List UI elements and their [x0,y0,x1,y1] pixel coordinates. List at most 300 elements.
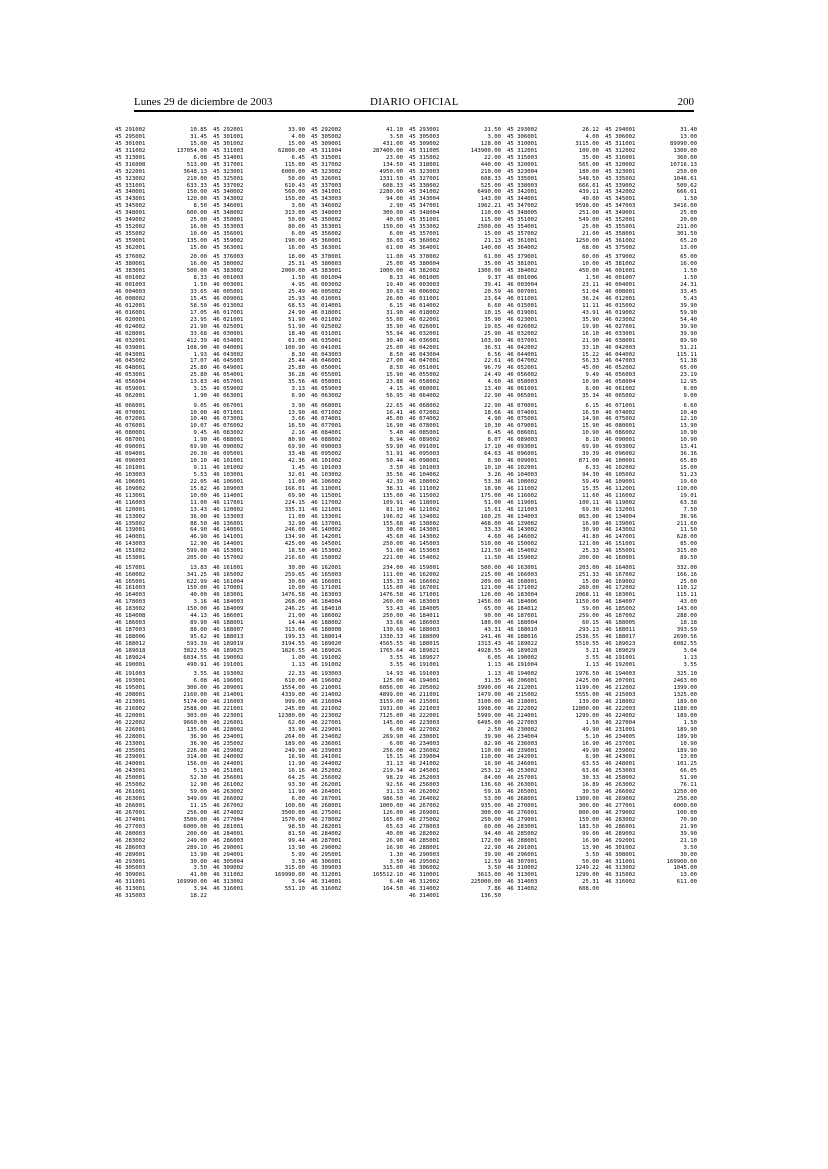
tariff-code: 46 239002 [605,747,636,754]
table-cell [213,768,307,775]
tariff-code: 46 206001 [507,678,538,685]
tariff-code: 46 230002 [507,726,538,733]
table-cell [115,872,209,879]
table-cell [115,310,209,317]
tariff-code: 46 096003 [115,458,146,465]
table-cell [311,358,405,365]
price-value: 39.90 [680,830,697,837]
tariff-code: 46 143002 [409,534,440,541]
tariff-code: 46 108002 [507,478,538,485]
tariff-code: 46 047003 [605,358,636,365]
table-cell [605,345,699,352]
tariff-code: 46 183004 [507,592,538,599]
tariff-code: 45 323002 [115,175,146,182]
tariff-code: 46 267002 [213,803,244,809]
price-value: 12380.00 [278,712,305,719]
table-cell [311,379,405,386]
table-cell [115,699,209,706]
table-cell [507,803,601,810]
table-cell [507,176,601,183]
price-value: 22.00 [484,154,501,161]
tariff-code: 46 221003 [409,705,440,712]
table-cell [311,699,405,706]
tariff-code: 46 267002 [409,803,440,809]
price-value: 24.90 [288,309,305,316]
price-value: 25.90 [484,330,501,337]
table-cell [605,810,699,817]
tariff-code: 46 295002 [409,858,440,865]
table-cell [507,238,601,245]
table-cell [115,886,209,893]
table-cell [605,176,699,183]
tariff-code: 46 109002 [115,485,146,492]
tariff-code: 46 118001 [409,499,440,506]
table-cell [605,775,699,782]
price-value: 135.33 [382,578,403,585]
price-value: 35.90 [582,316,599,323]
price-value: 110.00 [480,754,501,761]
table-cell [115,134,209,141]
table-cell [605,678,699,685]
price-value: 1998.00 [477,705,501,712]
tariff-code: 46 234001 [213,733,244,740]
tariff-code: 46 211001 [409,692,440,698]
table-cell [213,789,307,796]
tariff-code: 45 327001 [409,175,440,182]
tariff-code: 46 166002 [409,578,440,585]
table-cell [507,810,601,817]
table-cell [115,217,209,224]
tariff-code: 46 234002 [311,733,342,740]
table-cell [409,155,503,162]
tariff-code: 46 183002 [115,606,146,613]
table-cell [115,782,209,789]
table-cell [213,541,307,548]
tariff-code: 46 209001 [213,685,244,692]
price-value: 30.00 [680,851,697,858]
table-cell [311,296,405,303]
table-cell [311,768,405,775]
table-cell [311,303,405,310]
table-cell [213,148,307,155]
price-value: 130.69 [382,627,403,634]
price-value: 25.31 [582,879,599,886]
table-cell [311,282,405,289]
table-cell [605,372,699,379]
price-value: 110.00 [480,747,501,754]
price-value: 165512.10 [372,872,403,879]
tariff-code: 46 153001 [115,555,146,562]
tariff-code: 46 186002 [311,613,342,620]
table-cell [115,852,209,859]
tariff-code: 46 210001 [311,685,342,692]
table-cell [507,338,601,345]
table-cell [213,437,307,444]
tariff-code: 46 188008 [311,627,342,634]
tariff-code: 46 080001 [115,430,146,437]
tariff-code: 46 056004 [115,379,146,386]
table-row [115,238,707,245]
tariff-code: 46 188001 [213,620,244,627]
tariff-code: 45 358001 [605,231,636,238]
table-cell [507,555,601,562]
table-cell [409,627,503,634]
table-cell [311,754,405,761]
tariff-code: 46 207001 [605,678,636,685]
table-cell [311,641,405,648]
price-value: 69.30 [582,506,599,513]
tariff-code: 45 378002 [409,254,440,261]
tariff-code: 46 051001 [409,365,440,372]
table-cell [605,358,699,365]
tariff-code: 46 086001 [507,430,538,437]
table-cell [507,527,601,534]
table-cell [507,796,601,803]
tariff-code: 46 283002 [605,816,636,823]
tariff-code: 46 166003 [507,571,538,578]
tariff-code: 45 317002 [311,161,342,168]
tariff-code: 46 183003 [311,592,342,599]
table-cell [507,592,601,599]
tariff-code: 46 096002 [605,451,636,458]
table-row [115,541,707,548]
tariff-code: 46 268001 [311,803,342,809]
tariff-code: 46 089002 [409,437,440,444]
table-cell [115,859,209,866]
table-cell [213,817,307,824]
price-value: 39.90 [680,330,697,337]
tariff-code: 46 058003 [507,379,538,386]
table-row [115,741,707,748]
table-cell [115,824,209,831]
price-value: 189.00 [676,698,697,705]
tariff-code: 46 258002 [605,775,636,782]
table-cell [213,268,307,275]
price-value: 52.30 [190,775,207,782]
table-cell [213,500,307,507]
price-value: 4928.55 [477,647,501,654]
price-value: 259.00 [578,613,599,620]
price-value: 51.00 [386,548,403,555]
price-value: 70.90 [680,816,697,823]
tariff-code: 46 059003 [311,386,342,393]
table-cell [507,824,601,831]
table-cell [507,486,601,493]
price-value: 100.11 [578,499,599,506]
price-value: 175.00 [480,492,501,499]
price-value: 31.35 [484,678,501,685]
price-value: 30.00 [386,527,403,534]
tariff-code: 46 020001 [115,316,146,323]
table-cell [507,134,601,141]
tariff-code: 46 167002 [605,571,636,578]
table-cell [115,706,209,713]
table-row [115,775,707,782]
tariff-code: 46 043004 [409,351,440,358]
price-value: 9598.00 [575,203,599,210]
price-value: 13.83 [190,379,207,386]
table-cell [213,685,307,692]
table-cell [311,238,405,245]
tariff-code: 45 318001 [409,161,440,168]
table-cell [409,393,503,400]
price-value: 135.00 [186,726,207,733]
tariff-code: 46 188010 [507,627,538,634]
price-value: 50.00 [288,175,305,182]
price-value: 1.50 [683,196,697,203]
tariff-code: 46 231001 [605,726,636,733]
tariff-code: 46 043002 [213,351,244,358]
price-value: 1045.00 [673,865,697,872]
table-cell [213,245,307,252]
tariff-code: 46 194002 [507,671,538,678]
tariff-code: 46 262002 [409,789,440,796]
tariff-code: 46 229001 [311,726,342,733]
price-value: 12.59 [484,858,501,865]
price-value: 2.16 [291,430,305,437]
table-cell [213,479,307,486]
tariff-code: 46 108002 [409,478,440,485]
table-cell [409,379,503,386]
tariff-code: 46 279001 [507,816,538,823]
tariff-code: 46 252003 [409,775,440,782]
tariff-code: 46 278002 [311,816,342,823]
price-value: 6.08 [193,678,207,685]
table-cell [311,183,405,190]
table-cell [115,565,209,572]
tariff-code: 46 073001 [213,416,244,423]
table-row [115,289,707,296]
table-cell [409,275,503,282]
price-value: 32.01 [288,471,305,478]
table-cell [507,275,601,282]
price-value: 33.10 [582,344,599,351]
price-value: 19.40 [386,282,403,289]
table-cell [115,148,209,155]
tariff-code: 46 050001 [311,365,342,372]
price-value: 93.30 [288,782,305,789]
table-cell [115,472,209,479]
table-cell [605,430,699,437]
price-value: 3.13 [291,386,305,393]
table-cell [605,507,699,514]
table-cell [605,493,699,500]
table-cell [409,521,503,528]
tariff-code: 46 306001 [311,858,342,865]
price-value: 6082.55 [673,640,697,647]
tariff-code: 46 008001 [605,289,636,296]
table-cell [115,393,209,400]
table-row [115,430,707,437]
table-cell [507,734,601,741]
price-value: 3822.55 [183,647,207,654]
price-value: 11.00 [288,513,305,520]
price-value: 8.90 [487,458,501,465]
table-cell [311,803,405,810]
tariff-code: 45 337002 [213,182,244,189]
price-value: 13.00 [680,872,697,879]
price-value: 4.60 [487,379,501,386]
table-cell [115,345,209,352]
price-value: 200.00 [186,830,207,837]
tariff-code: 46 314002 [507,886,538,893]
table-cell [115,224,209,231]
table-cell [507,500,601,507]
price-value: 393.59 [676,627,697,634]
table-row [115,514,707,521]
table-cell [605,620,699,627]
price-value: 16.50 [582,409,599,416]
tariff-code: 45 309001 [311,140,342,147]
tariff-code: 46 186003 [115,620,146,627]
table-cell [213,324,307,331]
price-value: 4339.00 [281,692,305,698]
price-value: 18.50 [288,548,305,555]
table-cell [213,527,307,534]
tariff-code: 46 212002 [605,685,636,692]
price-value: 51.38 [680,358,697,365]
tariff-code: 46 019002 [605,309,636,316]
table-cell [115,486,209,493]
table-cell [213,451,307,458]
price-value: 10.00 [288,585,305,592]
price-value: 23.11 [582,282,599,289]
table-cell [605,210,699,217]
table-cell [605,754,699,761]
price-value: 18.90 [484,485,501,492]
tariff-code: 46 026002 [507,323,538,330]
tariff-code: 46 083002 [213,430,244,437]
tariff-code: 45 335001 [507,175,538,182]
price-value: 59.49 [582,478,599,485]
table-row [115,189,707,196]
price-value: 39.41 [484,282,501,289]
tariff-code: 46 228001 [115,733,146,740]
tariff-code: 46 013002 [213,302,244,309]
price-value: 88.00 [190,627,207,634]
tariff-code: 45 362001 [115,244,146,251]
price-value: 51.90 [680,775,697,782]
table-cell [409,196,503,203]
tariff-code: 46 223002 [311,712,342,719]
tariff-code: 46 236001 [311,740,342,747]
table-cell [605,231,699,238]
tariff-code: 46 212001 [507,685,538,692]
table-cell [409,655,503,662]
tariff-code: 46 311001 [115,879,146,886]
price-value: 125.00 [382,678,403,685]
price-value: 94.40 [484,830,501,837]
table-cell [409,852,503,859]
price-value: 6.00 [389,726,403,733]
table-cell [507,838,601,845]
price-value: 300.00 [480,809,501,816]
price-value: 6.90 [291,393,305,400]
table-row [115,338,707,345]
table-cell [507,872,601,879]
price-value: 80.00 [288,224,305,231]
tariff-code: 46 085001 [409,430,440,437]
table-cell [507,141,601,148]
tariff-code: 46 003002 [311,282,342,289]
price-value: 599.00 [186,548,207,555]
price-value: 1.50 [585,719,599,726]
table-cell [409,500,503,507]
table-cell [115,338,209,345]
table-cell [311,210,405,217]
price-value: 51.00 [484,499,501,506]
table-cell [213,486,307,493]
table-cell [605,155,699,162]
tariff-code: 46 068002 [409,402,440,409]
tariff-code: 46 103003 [115,471,146,478]
table-cell [311,572,405,579]
tariff-code: 46 119001 [507,499,538,506]
price-value: 16.16 [288,768,305,775]
tariff-code: 46 227004 [605,719,636,726]
tariff-code: 46 196001 [213,678,244,685]
price-value: 68.00 [582,244,599,251]
price-value: 2588.00 [183,705,207,712]
tariff-code: 46 214002 [311,692,342,698]
price-value: 216.60 [284,555,305,562]
tariff-code: 46 106001 [213,478,244,485]
table-cell [115,458,209,465]
price-value: 9.37 [487,275,501,282]
tariff-code: 46 119002 [605,499,636,506]
tariff-code: 46 266002 [605,789,636,796]
price-value: 183.50 [578,823,599,830]
price-value: 3.00 [487,133,501,140]
tariff-code: 46 060001 [409,386,440,393]
price-value: 92.56 [386,782,403,789]
price-value: 3.15 [193,386,207,393]
tariff-code: 45 359001 [115,238,146,244]
table-cell [507,775,601,782]
table-cell [507,282,601,289]
table-cell [507,685,601,692]
tariff-code: 45 294001 [605,127,636,133]
table-cell [605,451,699,458]
table-cell [311,789,405,796]
table-cell [115,141,209,148]
table-cell [213,127,307,134]
table-cell [213,775,307,782]
price-value: 2.50 [487,726,501,733]
table-cell [605,437,699,444]
price-value: 40.00 [190,592,207,599]
price-value: 226.00 [186,747,207,754]
price-value: 25.33 [582,548,599,555]
tariff-code: 45 305003 [409,133,440,140]
price-value: 6.15 [389,302,403,309]
tariff-code: 46 018002 [409,309,440,316]
price-value: 160.25 [480,513,501,520]
table-cell [311,662,405,669]
price-value: 1.13 [487,661,501,668]
table-cell [213,641,307,648]
price-value: 3.50 [389,465,403,471]
tariff-code: 46 025001 [213,323,244,330]
tariff-code: 46 188007 [213,627,244,634]
price-value: 250.00 [480,816,501,823]
price-value: 13.90 [288,844,305,851]
tariff-code: 46 293001 [115,858,146,865]
price-value: 94.00 [386,196,403,203]
price-value: 301.50 [676,231,697,238]
table-cell [605,613,699,620]
table-cell [213,886,307,893]
